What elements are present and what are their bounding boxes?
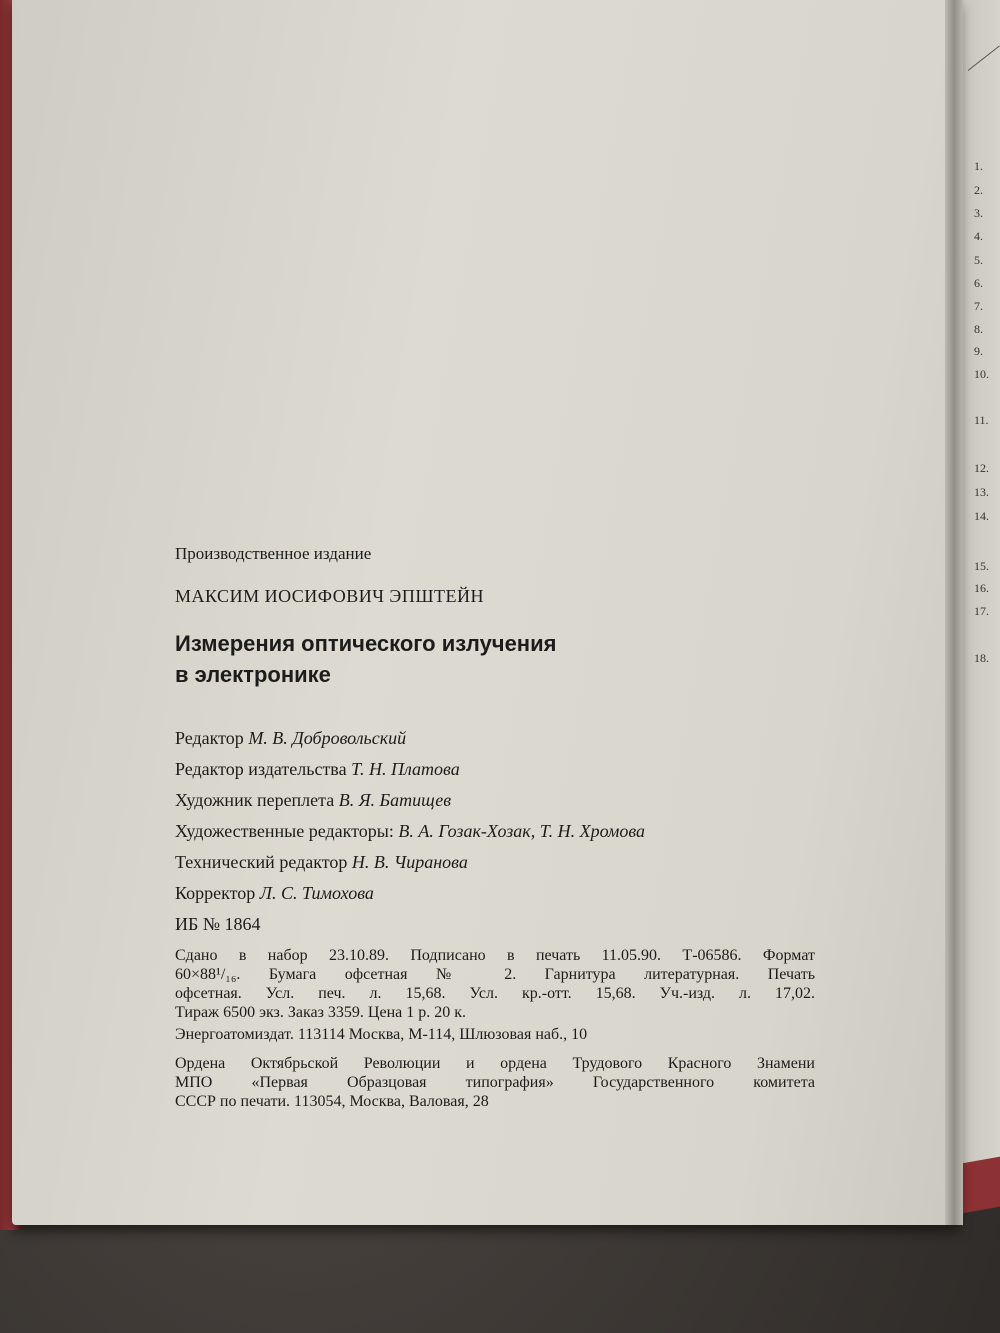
- pencil-mark: [968, 45, 1000, 70]
- credit-role: Технический редактор: [175, 852, 348, 872]
- margin-number: 3.: [974, 206, 983, 220]
- credit-publishing-editor: [175, 759, 460, 780]
- margin-number: 7.: [974, 299, 983, 313]
- credit-name: Т. Н. Платова: [351, 759, 460, 779]
- credit-proofreader: [175, 883, 374, 904]
- edition-type: Производственное издание: [175, 544, 372, 563]
- technical-line: офсетная. Усл. печ. л. 15,68. Усл. кр.-отт. 15,68. Уч.-изд. л. 17,02.: [175, 985, 815, 1002]
- credit-name: М. В. Добровольский: [248, 728, 407, 748]
- margin-number: 6.: [974, 276, 983, 290]
- book-gutter: [945, 0, 963, 1225]
- printer-line: МПО «Первая Образцовая типография» Государственного комитета: [175, 1074, 815, 1091]
- margin-number: 2.: [974, 183, 983, 197]
- credit-role: Художественные редакторы:: [175, 821, 394, 841]
- credit-role: Редактор: [175, 728, 244, 748]
- credit-name: Л. С. Тимохова: [259, 883, 374, 903]
- margin-number: 4.: [974, 229, 983, 243]
- facing-page: [960, 0, 1000, 1170]
- margin-number: 11.: [974, 413, 989, 427]
- margin-number: 8.: [974, 322, 983, 336]
- printer-line: Ордена Октябрьской Революции и ордена Трудового Красного Знамени: [175, 1055, 815, 1072]
- title-line: Измерения оптического излучения: [175, 631, 557, 656]
- margin-number: 17.: [974, 604, 989, 618]
- credit-role: Корректор: [175, 883, 256, 903]
- credit-name: В. А. Гозак-Хозак, Т. Н. Хромова: [398, 821, 646, 841]
- technical-details: [175, 946, 815, 1022]
- credit-editor: [175, 728, 406, 749]
- margin-number: 15.: [974, 559, 989, 573]
- technical-line: 60×88¹/₁₆. Бумага офсетная № 2. Гарнитура литературная. Печать: [175, 966, 815, 983]
- margin-number: 13.: [974, 485, 989, 499]
- margin-number: 10.: [974, 367, 989, 381]
- technical-line: Сдано в набор 23.10.89. Подписано в печать 11.05.90. Т-06586. Формат: [175, 947, 815, 964]
- margin-number: 9.: [974, 344, 983, 358]
- margin-number: 1.: [974, 159, 983, 173]
- author-name: МАКСИМ ИОСИФОВИЧ ЭПШТЕЙН: [175, 586, 484, 606]
- credit-name: Н. В. Чиранова: [351, 852, 468, 872]
- printer-line: СССР по печати. 113054, Москва, Валовая, 28: [175, 1093, 489, 1110]
- printer-details: [175, 1054, 815, 1111]
- margin-number: 18.: [974, 651, 989, 665]
- credit-technical-editor: [175, 852, 468, 873]
- credit-art-editors: [175, 821, 645, 842]
- margin-number: 16.: [974, 581, 989, 595]
- credit-role: Редактор издательства: [175, 759, 347, 779]
- title-line: в электронике: [175, 662, 331, 687]
- ib-number: ИБ № 1864: [175, 914, 261, 934]
- technical-line: Тираж 6500 экз. Заказ 3359. Цена 1 р. 20 к.: [175, 1004, 467, 1021]
- credit-role: Художник переплета: [175, 790, 335, 810]
- publisher-address: Энергоатомиздат. 113114 Москва, М-114, Шлюзовая наб., 10: [175, 1026, 588, 1043]
- book-cover-corner: [962, 1157, 1000, 1214]
- credit-binding-artist: [175, 790, 451, 811]
- credit-name: В. Я. Батищев: [338, 790, 452, 810]
- margin-number: 5.: [974, 253, 983, 267]
- margin-number: 14.: [974, 509, 989, 523]
- book-title: [175, 628, 735, 690]
- margin-number: 12.: [974, 461, 989, 475]
